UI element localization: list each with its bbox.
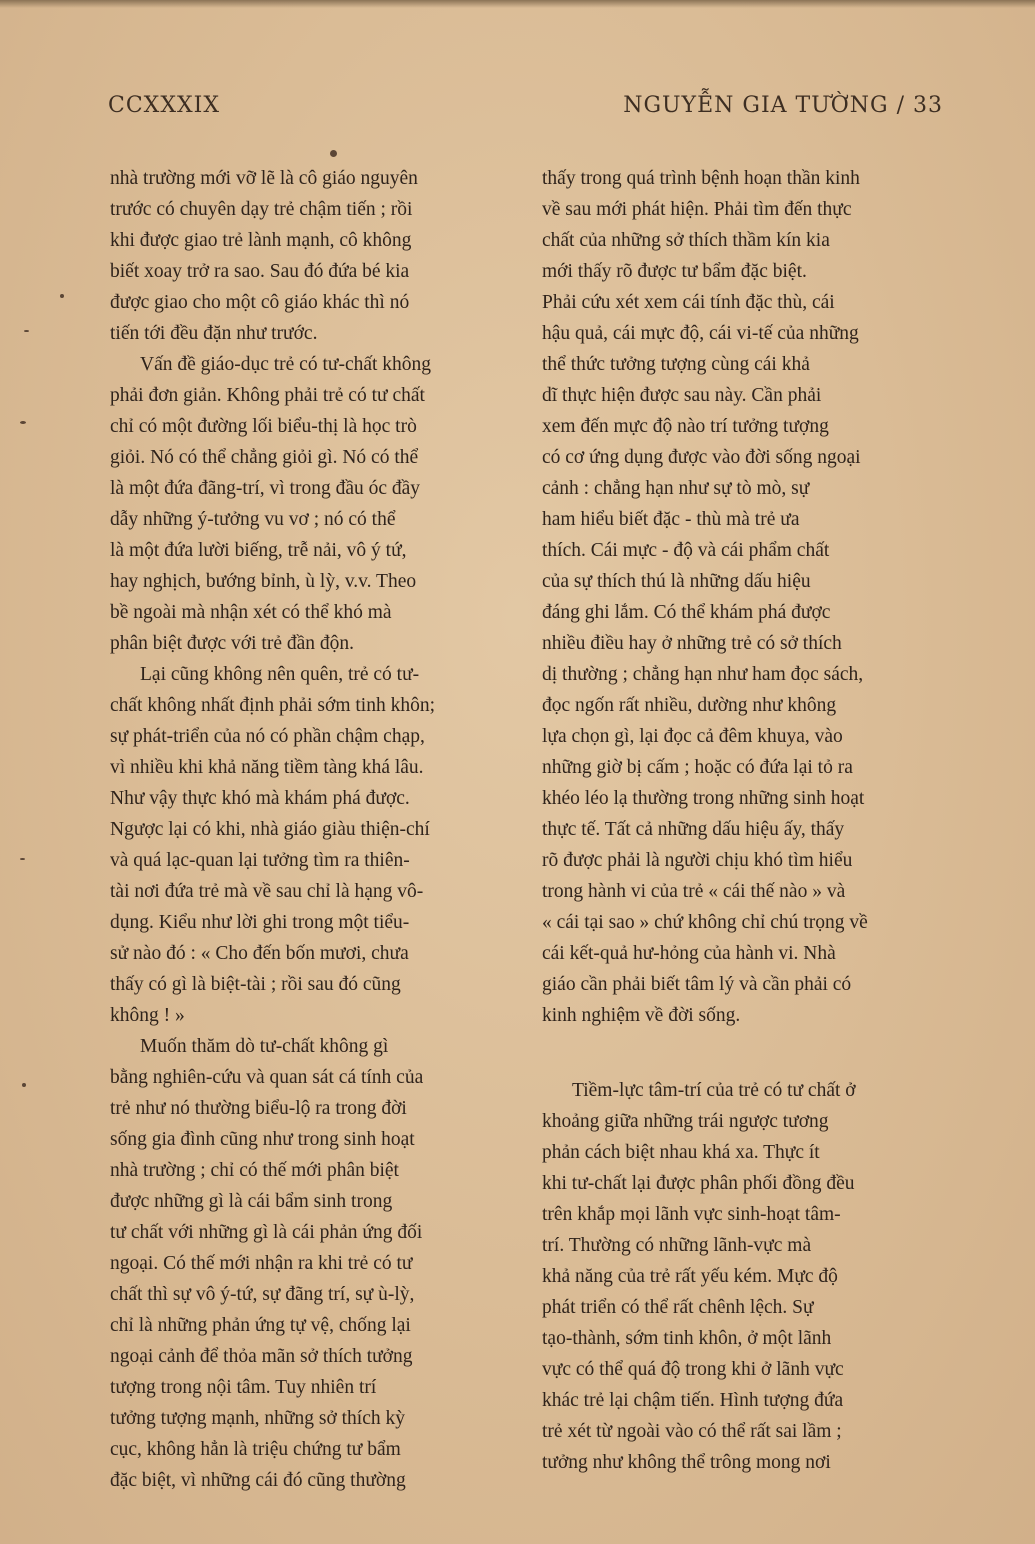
text-line: giỏi. Nó có thể chẳng giỏi gì. Nó có thể [110,447,419,468]
text-line: được những gì là cái bẩm sinh trong [110,1191,393,1212]
text-line: « cái tại sao » chứ không chỉ chú trọng về [542,912,868,933]
text-line: chất của những sở thích thầm kín kia [542,230,830,251]
text-line: thấy có gì là biệt-tài ; rồi sau đó cũng [110,974,401,995]
right-paragraphs-bottom [542,1075,947,1478]
text-line: khác trẻ lại chậm tiến. Hình tượng đứa [542,1390,844,1411]
text-line: đáng ghi lắm. Có thể khám phá được [542,602,831,623]
text-line: tạo-thành, sớm tinh khôn, ở một lãnh [542,1328,832,1349]
text-line: ham hiểu biết đặc - thù mà trẻ ưa [542,509,800,530]
text-line: trước có chuyên dạy trẻ chậm tiến ; rồi [110,199,413,220]
paper-speck [24,330,29,332]
right-paragraphs-top [542,163,947,1031]
text-line: thể thức tưởng tượng cùng cái khả [542,354,810,375]
text-line: cục, không hẳn là triệu chứng tư bẩm [110,1439,401,1460]
text-line: thích. Cái mực - độ và cái phẩm chất [542,540,830,561]
text-line: Vấn đề giáo-dục trẻ có tư-chất không [140,354,432,375]
text-line: vực có thể quá độ trong khi ở lãnh vực [542,1359,844,1380]
paper-speck [20,858,25,860]
paper-speck [22,1083,26,1087]
text-line: đặc biệt, vì những cái đó cũng thường [110,1470,406,1491]
text-line: nhà trường mới vỡ lẽ là cô giáo nguyên [110,168,418,189]
text-line: lựa chọn gì, lại đọc cả đêm khuya, vào [542,726,843,747]
text-line: tượng trong nội tâm. Tuy nhiên trí [110,1377,377,1398]
text-line: Lại cũng không nên quên, trẻ có tư- [140,664,420,685]
text-line: nhà trường ; chỉ có thế mới phân biệt [110,1160,399,1181]
text-line: khả năng của trẻ rất yếu kém. Mực độ [542,1266,838,1287]
text-line: dĩ thực hiện được sau này. Cần phải [542,385,822,406]
text-line: đọc ngốn rất nhiều, dường như không [542,695,837,716]
text-line: phân biệt được với trẻ đần độn. [110,633,355,654]
text-line: thấy trong quá trình bệnh hoạn thần kinh [542,168,860,189]
text-line: chỉ là những phản ứng tự vệ, chống lại [110,1315,411,1336]
text-line: trí. Thường có những lãnh-vực mà [542,1235,812,1256]
text-line: tưởng như không thể trông mong nơi [542,1452,831,1473]
text-line: tưởng tượng mạnh, những sở thích kỳ [110,1408,406,1429]
text-line: bằng nghiên-cứu và quan sát cá tính của [110,1067,424,1088]
text-line: là một đứa đãng-trí, vì trong đầu óc đầy [110,478,421,499]
text-line: những giờ bị cấm ; hoặc có đứa lại tỏ ra [542,757,853,778]
text-line: của sự thích thú là những dấu hiệu [542,571,811,592]
text-line: được giao cho một cô giáo khác thì nó [110,292,410,313]
text-line: hậu quả, cái mực độ, cái vi-tế của những [542,323,859,344]
text-line: xem đến mực độ nào trí tưởng tượng [542,416,829,437]
right-text-column [542,163,947,1478]
text-line: kinh nghiệm về đời sống. [542,1005,741,1026]
text-line: trẻ xét từ ngoài vào có thể rất sai lầm ; [542,1421,842,1442]
page-top-edge [0,0,1035,8]
text-line: về sau mới phát hiện. Phải tìm đến thực [542,199,852,220]
left-text-column [110,163,515,1496]
text-line: thực tế. Tất cả những dấu hiệu ấy, thấy [542,819,845,840]
text-line: Phải cứu xét xem cái tính đặc thù, cái [542,292,835,313]
text-line: có cơ ứng dụng được vào đời sống ngoại [542,447,861,468]
text-line: trên khắp mọi lãnh vực sinh-hoạt tâm- [542,1204,841,1225]
text-line: là một đứa lười biếng, trễ nải, vô ý tứ, [110,540,407,561]
text-line: ngoại cảnh để thỏa mãn sở thích tưởng [110,1346,413,1367]
text-line: tư chất với những gì là cái phản ứng đối [110,1222,423,1243]
text-line: dẫy những ý-tưởng vu vơ ; nó có thể [110,509,396,530]
text-line: vì nhiều khi khả năng tiềm tàng khá lâu. [110,757,424,778]
text-line: phản cách biệt nhau khá xa. Thực ít [542,1142,820,1163]
text-line: cảnh : chẳng hạn như sự tò mò, sự [542,478,810,499]
text-line: Tiềm-lực tâm-trí của trẻ có tư chất ở [572,1080,856,1101]
page-header-right: NGUYỄN GIA TƯỜNG / 33 [623,93,943,118]
paper-speck [60,294,64,298]
text-line: khéo léo lạ thường trong những sinh hoạt [542,788,865,809]
text-line: chất thì sự vô ý-tứ, sự đãng trí, sự ù-lỳ, [110,1284,415,1305]
text-line: sống gia đình cũng như trong sinh hoạt [110,1129,415,1150]
text-line: khoảng giữa những trái ngược tương [542,1111,829,1132]
text-line: chỉ có một đường lối biểu-thị là học trò [110,416,417,437]
text-line: Ngược lại có khi, nhà giáo giàu thiện-chí [110,819,430,840]
text-line: tiến tới đều đặn như trước. [110,323,318,344]
text-line: sự phát-triển của nó có phần chậm chạp, [110,726,425,747]
text-line: khi được giao trẻ lành mạnh, cô không [110,230,412,251]
text-line: hay nghịch, bướng bỉnh, ù lỳ, v.v. Theo [110,571,417,592]
text-line: tài nơi đứa trẻ mà về sau chỉ là hạng vô- [110,881,424,902]
text-line: biết xoay trở ra sao. Sau đó đứa bé kia [110,261,410,282]
text-line: nhiều điều hay ở những trẻ có sở thích [542,633,842,654]
text-line: dụng. Kiểu như lời ghi trong một tiểu- [110,912,410,933]
text-line: chất không nhất định phải sớm tinh khôn; [110,695,435,716]
text-line: Như vậy thực khó mà khám phá được. [110,788,410,809]
text-line: trong hành vi của trẻ « cái thế nào » và [542,881,846,902]
text-line: rõ được phải là người chịu khó tìm hiểu [542,850,853,871]
text-line: giáo cần phải biết tâm lý và cần phải có [542,974,852,995]
text-line: bề ngoài mà nhận xét có thể khó mà [110,602,392,623]
text-line: cái kết-quả hư-hỏng của hành vi. Nhà [542,943,836,964]
text-line: mới thấy rõ được tư bẩm đặc biệt. [542,261,807,282]
text-line: ngoại. Có thế mới nhận ra khi trẻ có tư [110,1253,413,1274]
text-line: phải đơn giản. Không phải trẻ có tư chất [110,385,425,406]
text-line: khi tư-chất lại được phân phối đồng đều [542,1173,855,1194]
text-line: trẻ như nó thường biểu-lộ ra trong đời [110,1098,407,1119]
paper-speck [330,150,337,157]
paper-speck [20,421,26,424]
text-line: không ! » [110,1005,185,1026]
text-line: sử nào đó : « Cho đến bốn mươi, chưa [110,943,409,964]
text-line: và quá lạc-quan lại tưởng tìm ra thiên- [110,850,410,871]
text-line: Muốn thăm dò tư-chất không gì [140,1036,389,1057]
paragraph-gap [542,1031,947,1075]
text-line: phát triển có thể rất chênh lệch. Sự [542,1297,814,1318]
text-line: dị thường ; chẳng hạn như ham đọc sách, [542,664,864,685]
page-header-left: CCXXXIX [108,93,221,118]
